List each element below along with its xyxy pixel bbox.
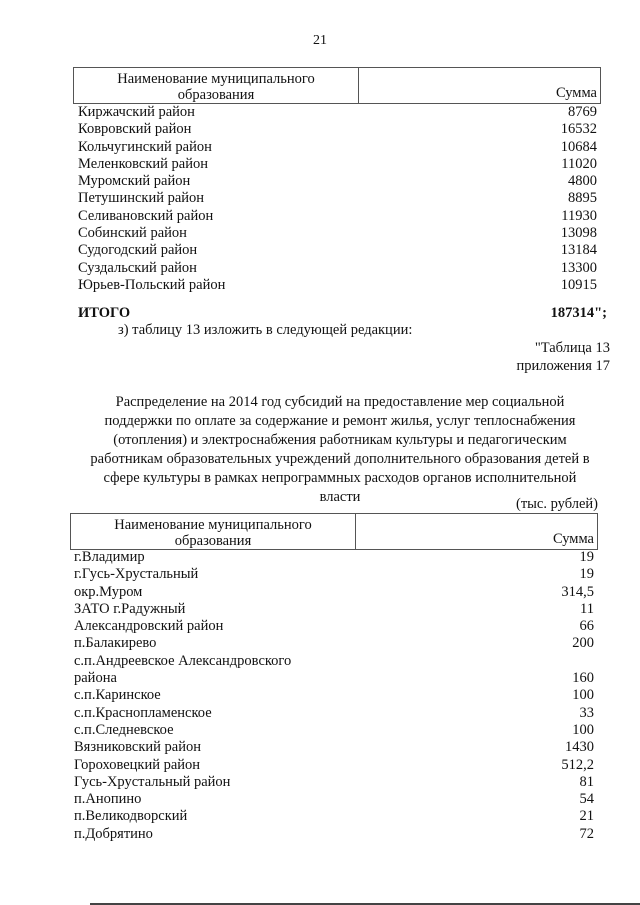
row-name: Вязниковский район — [74, 739, 201, 756]
page-number: 21 — [313, 33, 327, 48]
table-row — [78, 277, 597, 294]
row-name: Александровский район — [74, 618, 224, 635]
total-label: ИТОГО — [78, 305, 131, 321]
header-sum-label: Сумма — [552, 531, 594, 547]
table-row — [78, 208, 597, 225]
table-row — [74, 601, 594, 618]
row-name: с.п.Андреевское Александровского — [74, 652, 292, 669]
table-row — [74, 757, 594, 774]
document-title — [70, 393, 610, 507]
row-value: 33 — [579, 704, 594, 721]
row-name: Петушинский район — [78, 190, 205, 207]
instruction-text: з) таблицу 13 изложить в следующей редакции: — [118, 322, 413, 338]
row-name: п.Анопино — [74, 791, 142, 808]
row-value: 100 — [572, 687, 594, 704]
row-name: Ковровский район — [78, 121, 192, 138]
row-value: 54 — [579, 791, 594, 808]
row-name: Юрьев-Польский район — [78, 276, 226, 293]
table2-body — [74, 549, 594, 843]
row-value: 100 — [572, 721, 594, 738]
table-row — [78, 173, 597, 190]
row-name: района — [74, 670, 117, 687]
row-value: 1430 — [565, 739, 594, 756]
header-line: образования — [174, 533, 252, 549]
row-name: с.п.Каринское — [74, 687, 161, 704]
row-name: г.Владимир — [74, 549, 145, 565]
row-name: Киржачский район — [78, 104, 195, 120]
total-value: 187314"; — [550, 305, 607, 321]
table-row — [74, 705, 594, 722]
row-value: 16532 — [560, 121, 597, 138]
row-value: 10915 — [560, 276, 597, 293]
table1-header-name-col — [74, 68, 359, 103]
table-reference-line: приложения 17 — [516, 357, 610, 374]
row-value: 19 — [579, 549, 594, 565]
table1-body — [78, 104, 597, 294]
header-line: образования — [177, 87, 255, 103]
table-row — [74, 549, 594, 566]
title-line: (отопления) и электроснабжения работникам культуры и педагогическим — [113, 432, 567, 448]
header-line: Наименование муниципального — [114, 517, 312, 533]
row-name: Меленковский район — [78, 155, 208, 172]
table-row — [74, 808, 594, 825]
row-value: 160 — [572, 670, 594, 687]
row-name: г.Гусь-Хрустальный — [74, 566, 199, 583]
row-value: 11020 — [561, 155, 597, 172]
table-row — [78, 156, 597, 173]
table-row — [78, 121, 597, 138]
row-name: с.п.Краснопламенское — [74, 704, 212, 721]
table1-total-row — [78, 305, 607, 322]
table-row — [78, 104, 597, 121]
table-reference — [517, 340, 610, 375]
row-name: п.Великодворский — [74, 808, 188, 825]
table-row — [74, 618, 594, 635]
title-line: работникам образовательных учреждений дополнительного образования детей в — [90, 451, 590, 467]
title-line: поддержки по оплате за содержание и ремонт жилья, услуг теплоснабжения — [104, 413, 576, 429]
row-name: Гусь-Хрустальный район — [74, 773, 231, 790]
table1-header — [73, 67, 601, 104]
row-name: Собинский район — [78, 225, 187, 242]
table-row — [74, 774, 594, 791]
table-row — [78, 225, 597, 242]
table-reference-line: "Таблица 13 — [534, 340, 610, 356]
header-sum-label: Сумма — [555, 85, 597, 101]
row-value: 200 — [572, 635, 594, 652]
row-name: ЗАТО г.Радужный — [74, 600, 186, 617]
row-value: 81 — [579, 773, 594, 790]
header-line: Наименование муниципального — [117, 71, 315, 87]
title-line: Распределение на 2014 год субсидий на предоставление мер социальной — [115, 394, 565, 410]
row-name: Суздальский район — [78, 259, 197, 276]
table2-header-name-col — [71, 514, 356, 549]
title-line: власти — [319, 489, 361, 505]
table-row — [78, 139, 597, 156]
table-row — [78, 242, 597, 259]
title-line: сфере культуры в рамках непрограммных расходов органов исполнительной — [103, 470, 577, 486]
row-name: п.Добрятино — [74, 825, 153, 842]
row-value: 66 — [579, 618, 594, 635]
row-value: 8895 — [568, 190, 597, 207]
table-row — [74, 826, 594, 843]
row-value: 11930 — [561, 207, 597, 224]
units-label: (тыс. рублей) — [516, 496, 598, 512]
table-row — [74, 722, 594, 739]
row-name: Гороховецкий район — [74, 756, 201, 773]
table-row — [78, 190, 597, 207]
table2-header-sum-col — [356, 514, 597, 549]
table-row — [74, 791, 594, 808]
row-value: 19 — [579, 566, 594, 583]
table2-header — [70, 513, 598, 550]
row-value: 13300 — [560, 259, 597, 276]
table-row — [74, 687, 594, 704]
table-row — [78, 260, 597, 277]
row-value: 10684 — [560, 138, 597, 155]
table-row — [74, 566, 594, 583]
table-row — [74, 670, 594, 687]
row-name: Муромский район — [78, 173, 191, 190]
table-row — [74, 739, 594, 756]
row-name: п.Балакирево — [74, 635, 157, 652]
row-name: с.п.Следневское — [74, 721, 174, 738]
row-value: 512,2 — [561, 756, 594, 773]
row-name: Кольчугинский район — [78, 138, 212, 155]
row-value: 72 — [579, 825, 594, 842]
row-value: 11 — [580, 600, 594, 617]
row-value: 4800 — [568, 173, 597, 190]
row-value: 314,5 — [561, 583, 594, 600]
row-name: Селивановский район — [78, 207, 214, 224]
row-value: 13184 — [560, 242, 597, 259]
row-value: 13098 — [560, 225, 597, 242]
table-row — [74, 653, 594, 670]
row-value: 8769 — [568, 104, 597, 120]
table1-header-sum-col — [359, 68, 600, 103]
row-name: окр.Муром — [74, 583, 143, 600]
row-name: Судогодский район — [78, 242, 198, 259]
table-row — [74, 635, 594, 652]
table-row — [74, 584, 594, 601]
row-value: 21 — [579, 808, 594, 825]
